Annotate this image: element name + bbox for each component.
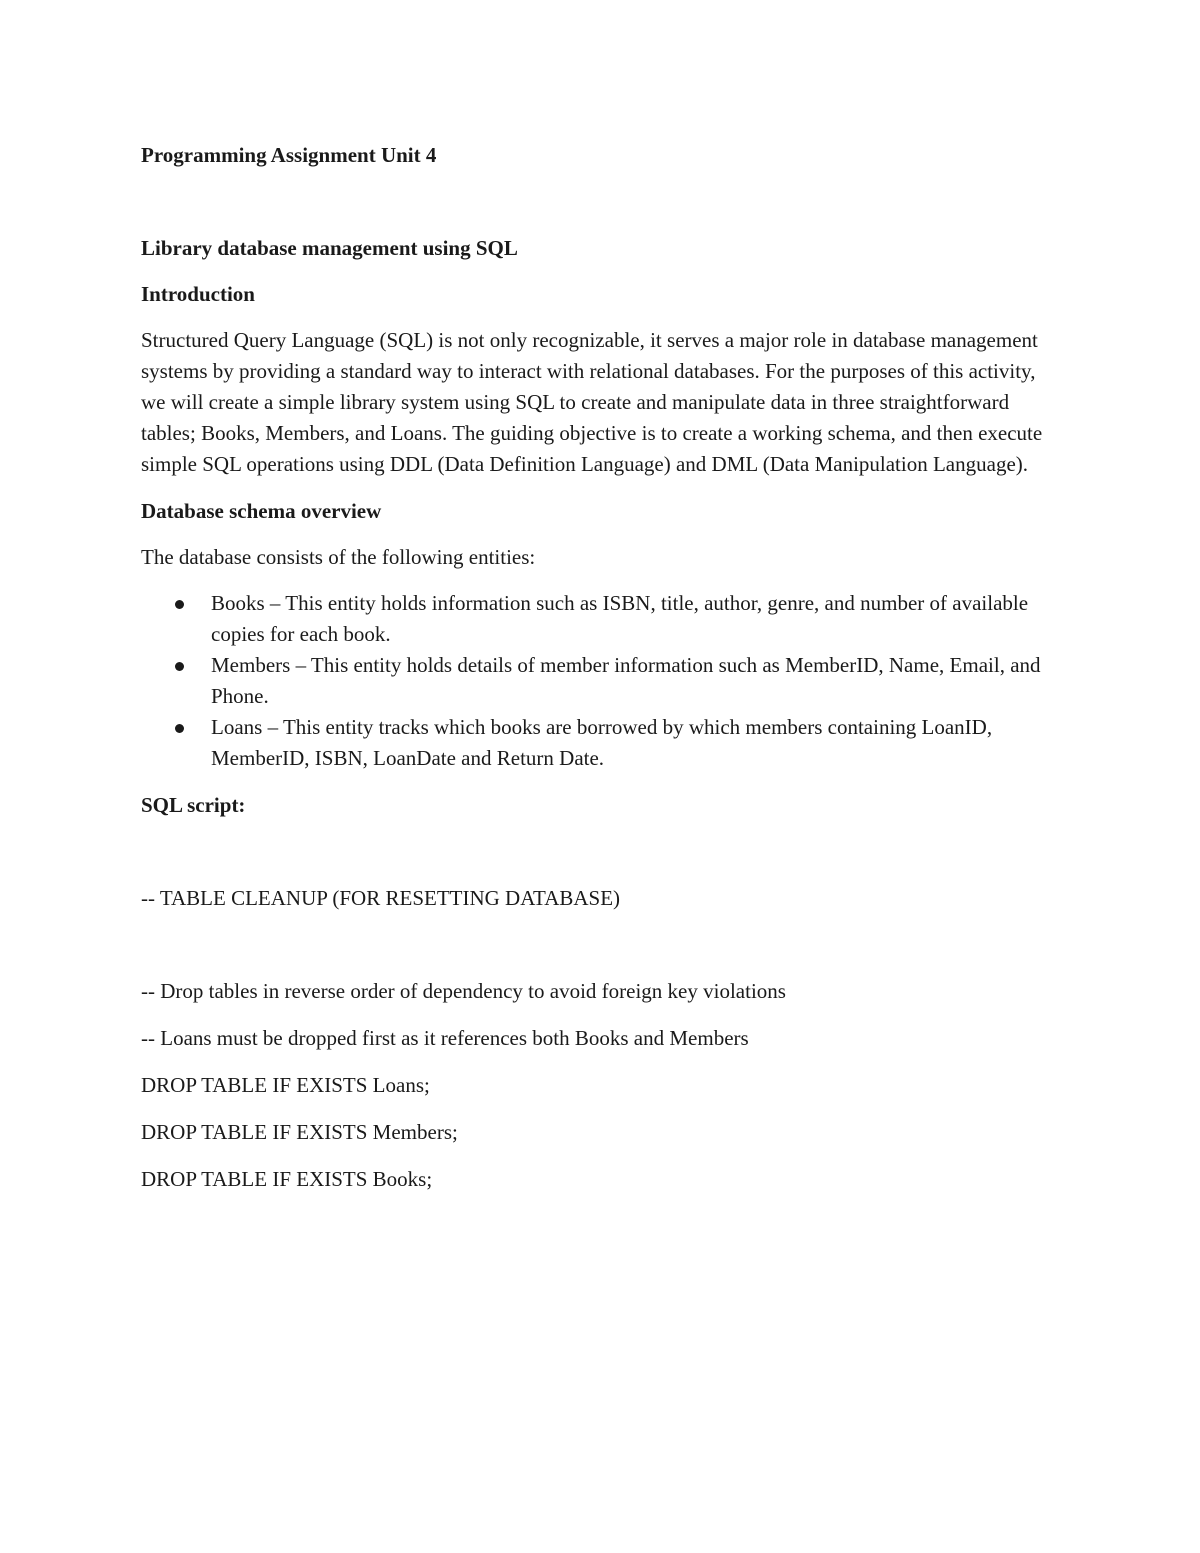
entity-books-text: Books – This entity holds information such as ISBN, title, author, genre, and number of available copies for each book.	[211, 591, 1029, 646]
sql-comment-line: -- Drop tables in reverse order of dependency to avoid foreign key violations	[141, 979, 786, 1003]
list-item	[141, 712, 1051, 774]
sql-cleanup-comment: -- TABLE CLEANUP (FOR RESETTING DATABASE)	[141, 886, 621, 910]
document-title: Programming Assignment Unit 4	[141, 143, 437, 167]
sql-drop-books: DROP TABLE IF EXISTS Books;	[141, 1167, 433, 1191]
introduction-paragraph: Structured Query Language (SQL) is not only recognizable, it serves a major role in database management systems by providing a standard way to interact with relational databases. For the purposes of this activity, we will create a simple library system using SQL to create and manipulate data in three straightforward tables; Books, Members, and Loans. The guiding objective is to create a working schema, and then execute simple SQL operations using DDL (Data Definition Language) and DML (Data Manipulation Language).	[141, 328, 1043, 476]
schema-intro-text: The database consists of the following entities:	[141, 545, 536, 569]
entity-loans-text: Loans – This entity tracks which books are borrowed by which members containing LoanID, MemberID, ISBN, LoanDate and Return Date.	[211, 715, 993, 770]
entity-members-text: Members – This entity holds details of member information such as MemberID, Name, Email, and Phone.	[211, 653, 1041, 708]
sql-drop-members: DROP TABLE IF EXISTS Members;	[141, 1120, 458, 1144]
bullet-icon	[175, 662, 184, 671]
schema-overview-heading: Database schema overview	[141, 499, 382, 523]
document-body	[141, 140, 1051, 1195]
bullet-icon	[175, 724, 184, 733]
introduction-heading: Introduction	[141, 282, 255, 306]
document-subtitle: Library database management using SQL	[141, 236, 518, 260]
list-item	[141, 650, 1051, 712]
sql-script-heading: SQL script:	[141, 793, 246, 817]
entity-list	[141, 588, 1051, 774]
sql-drop-loans: DROP TABLE IF EXISTS Loans;	[141, 1073, 430, 1097]
list-item	[141, 588, 1051, 650]
sql-comment-line: -- Loans must be dropped first as it references both Books and Members	[141, 1026, 749, 1050]
bullet-icon	[175, 600, 184, 609]
